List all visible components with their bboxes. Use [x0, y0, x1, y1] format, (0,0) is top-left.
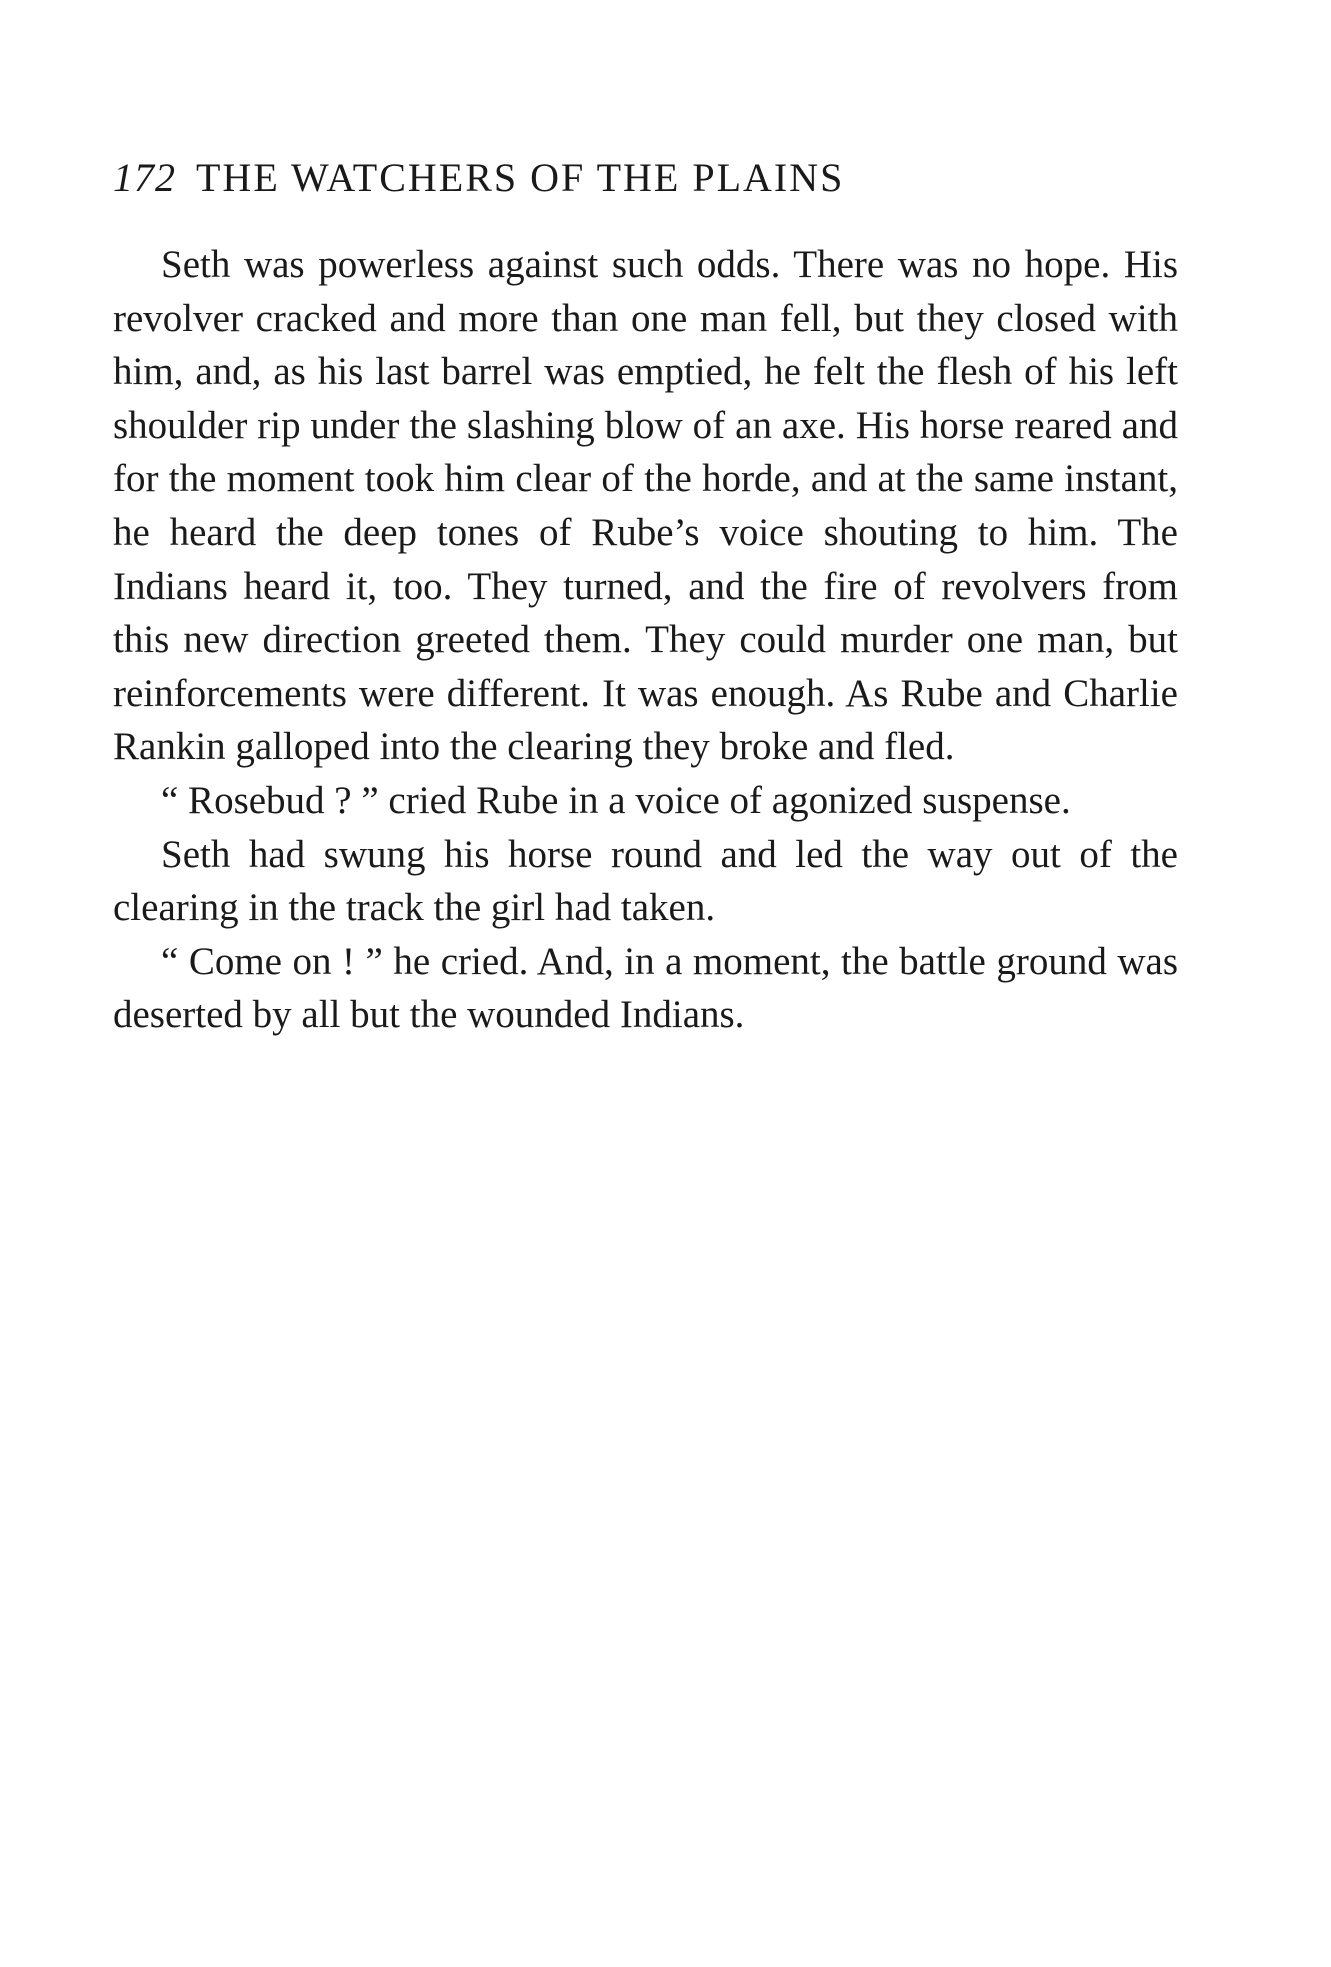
page-number: 172	[113, 155, 176, 200]
body-text	[113, 238, 1178, 1042]
running-head	[113, 148, 1173, 208]
paragraph-3: Seth had swung his horse round and led the way out of the clearing in the track the girl had taken.	[113, 832, 1178, 930]
paragraph-2: “ Rosebud ? ” cried Rube in a voice of agonized suspense.	[161, 778, 1071, 822]
paragraph-4: “ Come on ! ” he cried. And, in a moment, the battle ground was deserted by all but the wounded Indians.	[113, 939, 1178, 1037]
paragraph-1: Seth was powerless against such odds. There was no hope. His revolver cracked and more than one man fell, but they closed with him, and, as his last barrel was emptied, he felt the flesh of his left shoulder rip under the slashing blow of an axe. His horse reared and for the moment took him clear of the horde, and at the same instant, he heard the deep tones of Rube’s voice shouting to him. The Indians heard it, too. They turned, and the fire of revolvers from this new direction greeted them. They could murder one man, but reinforcements were different. It was enough. As Rube and Charlie Rankin galloped into the clearing they broke and fled.	[113, 243, 1178, 769]
running-title: THE WATCHERS OF THE PLAINS	[196, 155, 845, 200]
